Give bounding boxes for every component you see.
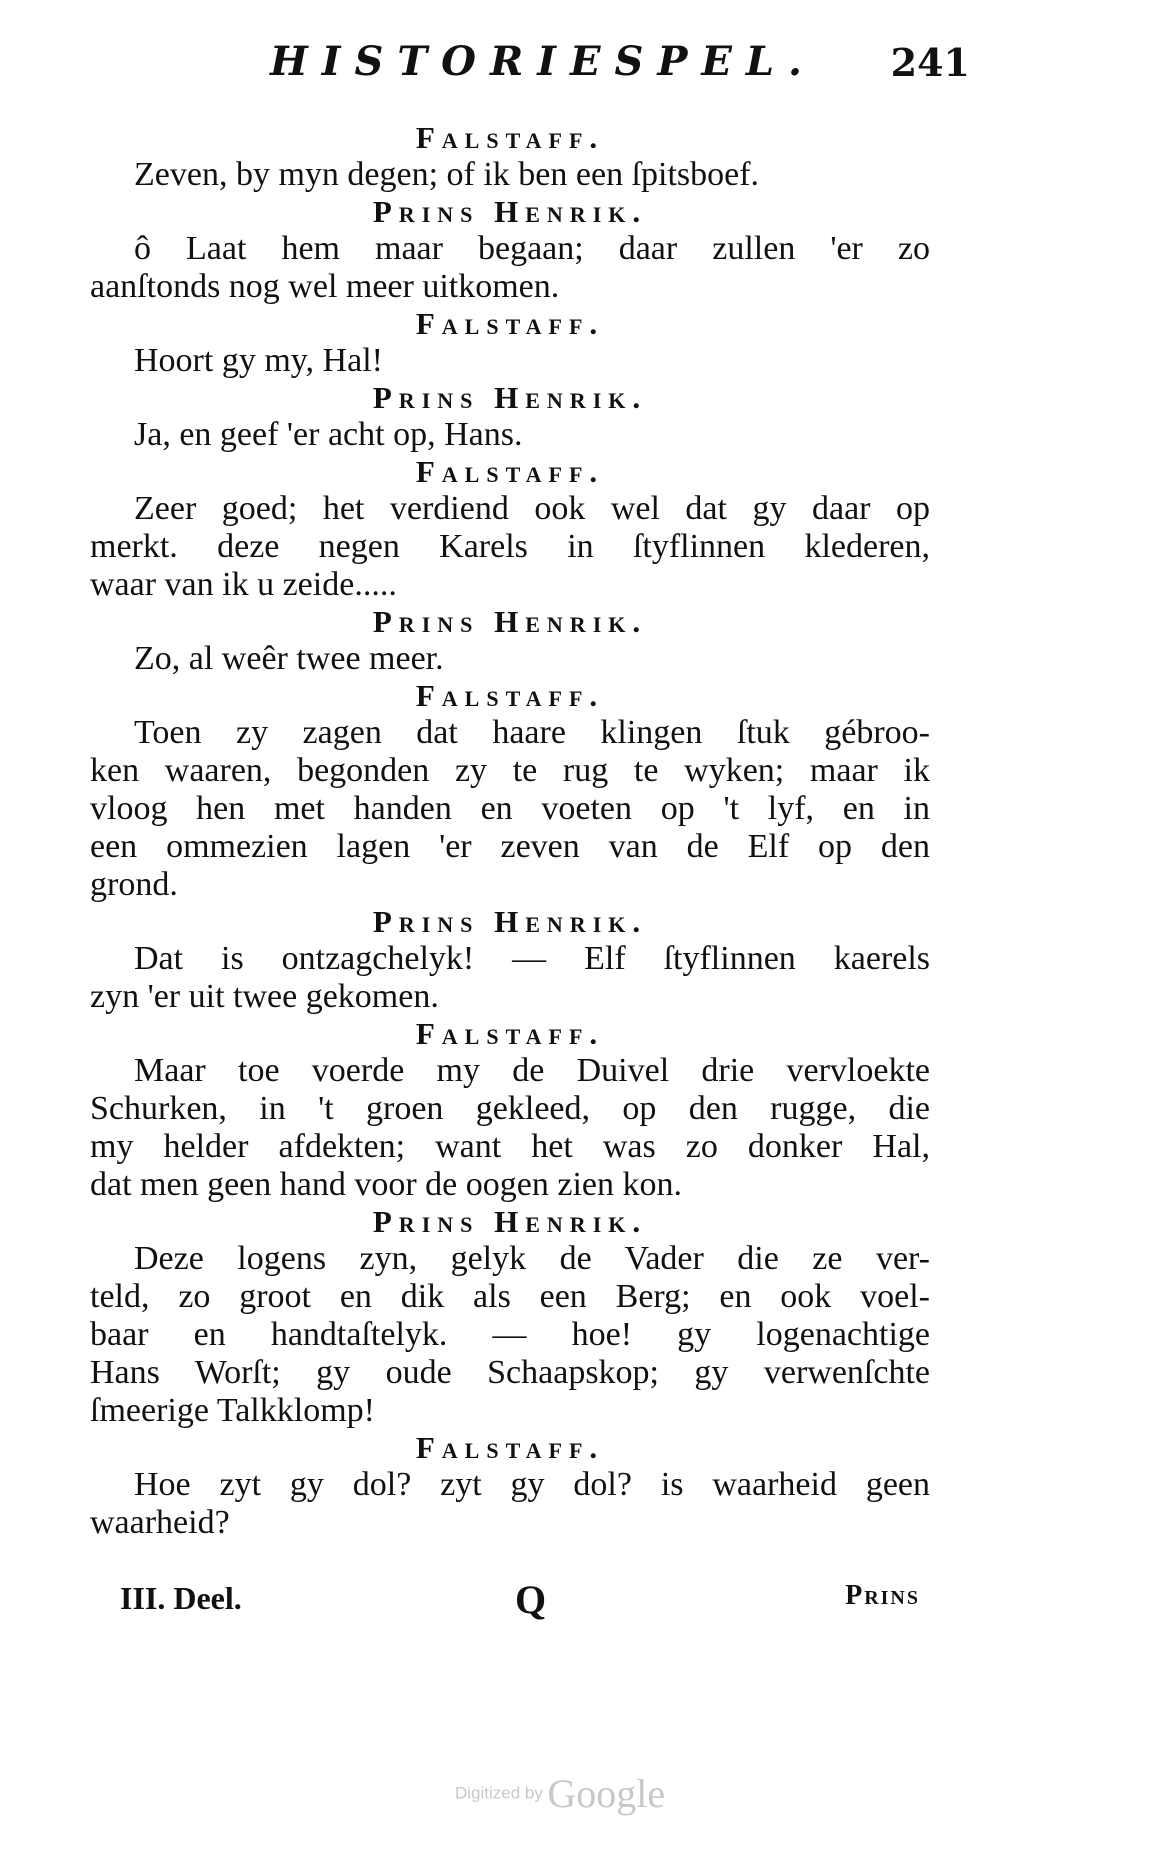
speaker-name: Falstaff.: [415, 454, 605, 489]
speech-line: aanſtonds nog wel meer uitkomen.: [90, 268, 560, 305]
page-header: [270, 38, 970, 98]
speaker-name: Falstaff.: [415, 1016, 605, 1051]
speech-line: grond.: [90, 866, 178, 903]
speech-line: waar van ik u zeide.....: [90, 566, 397, 603]
speech-line: dat men geen hand voor de oogen zien kon.: [90, 1166, 682, 1203]
page-footer: [120, 1577, 920, 1630]
speech: [90, 1240, 930, 1430]
speech: [90, 714, 930, 904]
speaker-name: Falstaff.: [415, 678, 605, 713]
speech: [90, 490, 930, 604]
watermark-prefix: Digitized by: [455, 1783, 543, 1803]
speech-line: teld, zo groot en dik als een Berg; en ook voel-: [90, 1278, 930, 1315]
speech-line: Schurken, in 't groen gekleed, op den rugge, die: [90, 1090, 930, 1127]
speech-line: Hoort gy my, Hal!: [134, 342, 383, 379]
play-text: [90, 120, 930, 1542]
speech-line: merkt. deze negen Karels in ſtyflinnen klederen,: [90, 528, 930, 565]
speech: [90, 342, 930, 380]
speech-line: Ja, en geef 'er acht op, Hans.: [134, 416, 523, 453]
speech: [90, 640, 930, 678]
digitization-watermark: [455, 1770, 715, 1820]
watermark-brand: Google: [547, 1771, 666, 1816]
speaker-name: Prins Henrik.: [372, 380, 648, 415]
speech-line: Toen zy zagen dat haare klingen ſtuk gébroo-: [134, 714, 930, 751]
speech-line: waarheid?: [90, 1504, 230, 1541]
speech-line: Dat is ontzagchelyk! — Elf ſtyflinnen kaerels: [134, 940, 930, 977]
speaker-name: Prins Henrik.: [372, 194, 648, 229]
speaker-name: Prins Henrik.: [372, 904, 648, 939]
speech: [90, 230, 930, 306]
speaker-name: Falstaff.: [415, 306, 605, 341]
speech-line: Hoe zyt gy dol? zyt gy dol? is waarheid geen: [134, 1466, 930, 1503]
speech: [90, 156, 930, 194]
signature-mark: Q: [515, 1577, 547, 1622]
speech-line: ken waaren, begonden zy te rug te wyken; maar ik: [90, 752, 930, 789]
speech: [90, 1466, 930, 1542]
speech-line: zyn 'er uit twee gekomen.: [90, 978, 439, 1015]
speech-line: baar en handtaſtelyk. — hoe! gy logenachtige: [90, 1316, 930, 1353]
speech-line: Deze logens zyn, gelyk de Vader die ze ver-: [134, 1240, 930, 1277]
speech: [90, 416, 930, 454]
page-number: 241: [890, 40, 970, 85]
volume-label: III. Deel.: [120, 1580, 242, 1616]
speech-line: vloog hen met handen en voeten op 't lyf, en in: [90, 790, 930, 827]
speech-line: Zeer goed; het verdiend ook wel dat gy daar op: [134, 490, 930, 527]
speech-line: ſmeerige Talkklomp!: [90, 1392, 375, 1429]
speech-line: my helder afdekten; want het was zo donker Hal,: [90, 1128, 930, 1165]
speech-line: Hans Worſt; gy oude Schaapskop; gy verwenſchte: [90, 1354, 930, 1391]
speech: [90, 940, 930, 1016]
catchword: Prins: [845, 1580, 920, 1611]
speech-line: Zeven, by myn degen; of ik ben een ſpitsboef.: [134, 156, 760, 193]
speaker-name: Prins Henrik.: [372, 604, 648, 639]
speaker-name: Falstaff.: [415, 120, 605, 155]
speech-line: Zo, al weêr twee meer.: [134, 640, 444, 677]
speech: [90, 1052, 930, 1204]
speaker-name: Falstaff.: [415, 1430, 605, 1465]
running-title: HISTORIESPEL.: [270, 38, 816, 85]
speech-line: ô Laat hem maar begaan; daar zullen 'er zo: [134, 230, 930, 267]
speaker-name: Prins Henrik.: [372, 1204, 648, 1239]
speech-line: Maar toe voerde my de Duivel drie vervloekte: [134, 1052, 930, 1089]
speech-line: een ommezien lagen 'er zeven van de Elf op den: [90, 828, 930, 865]
